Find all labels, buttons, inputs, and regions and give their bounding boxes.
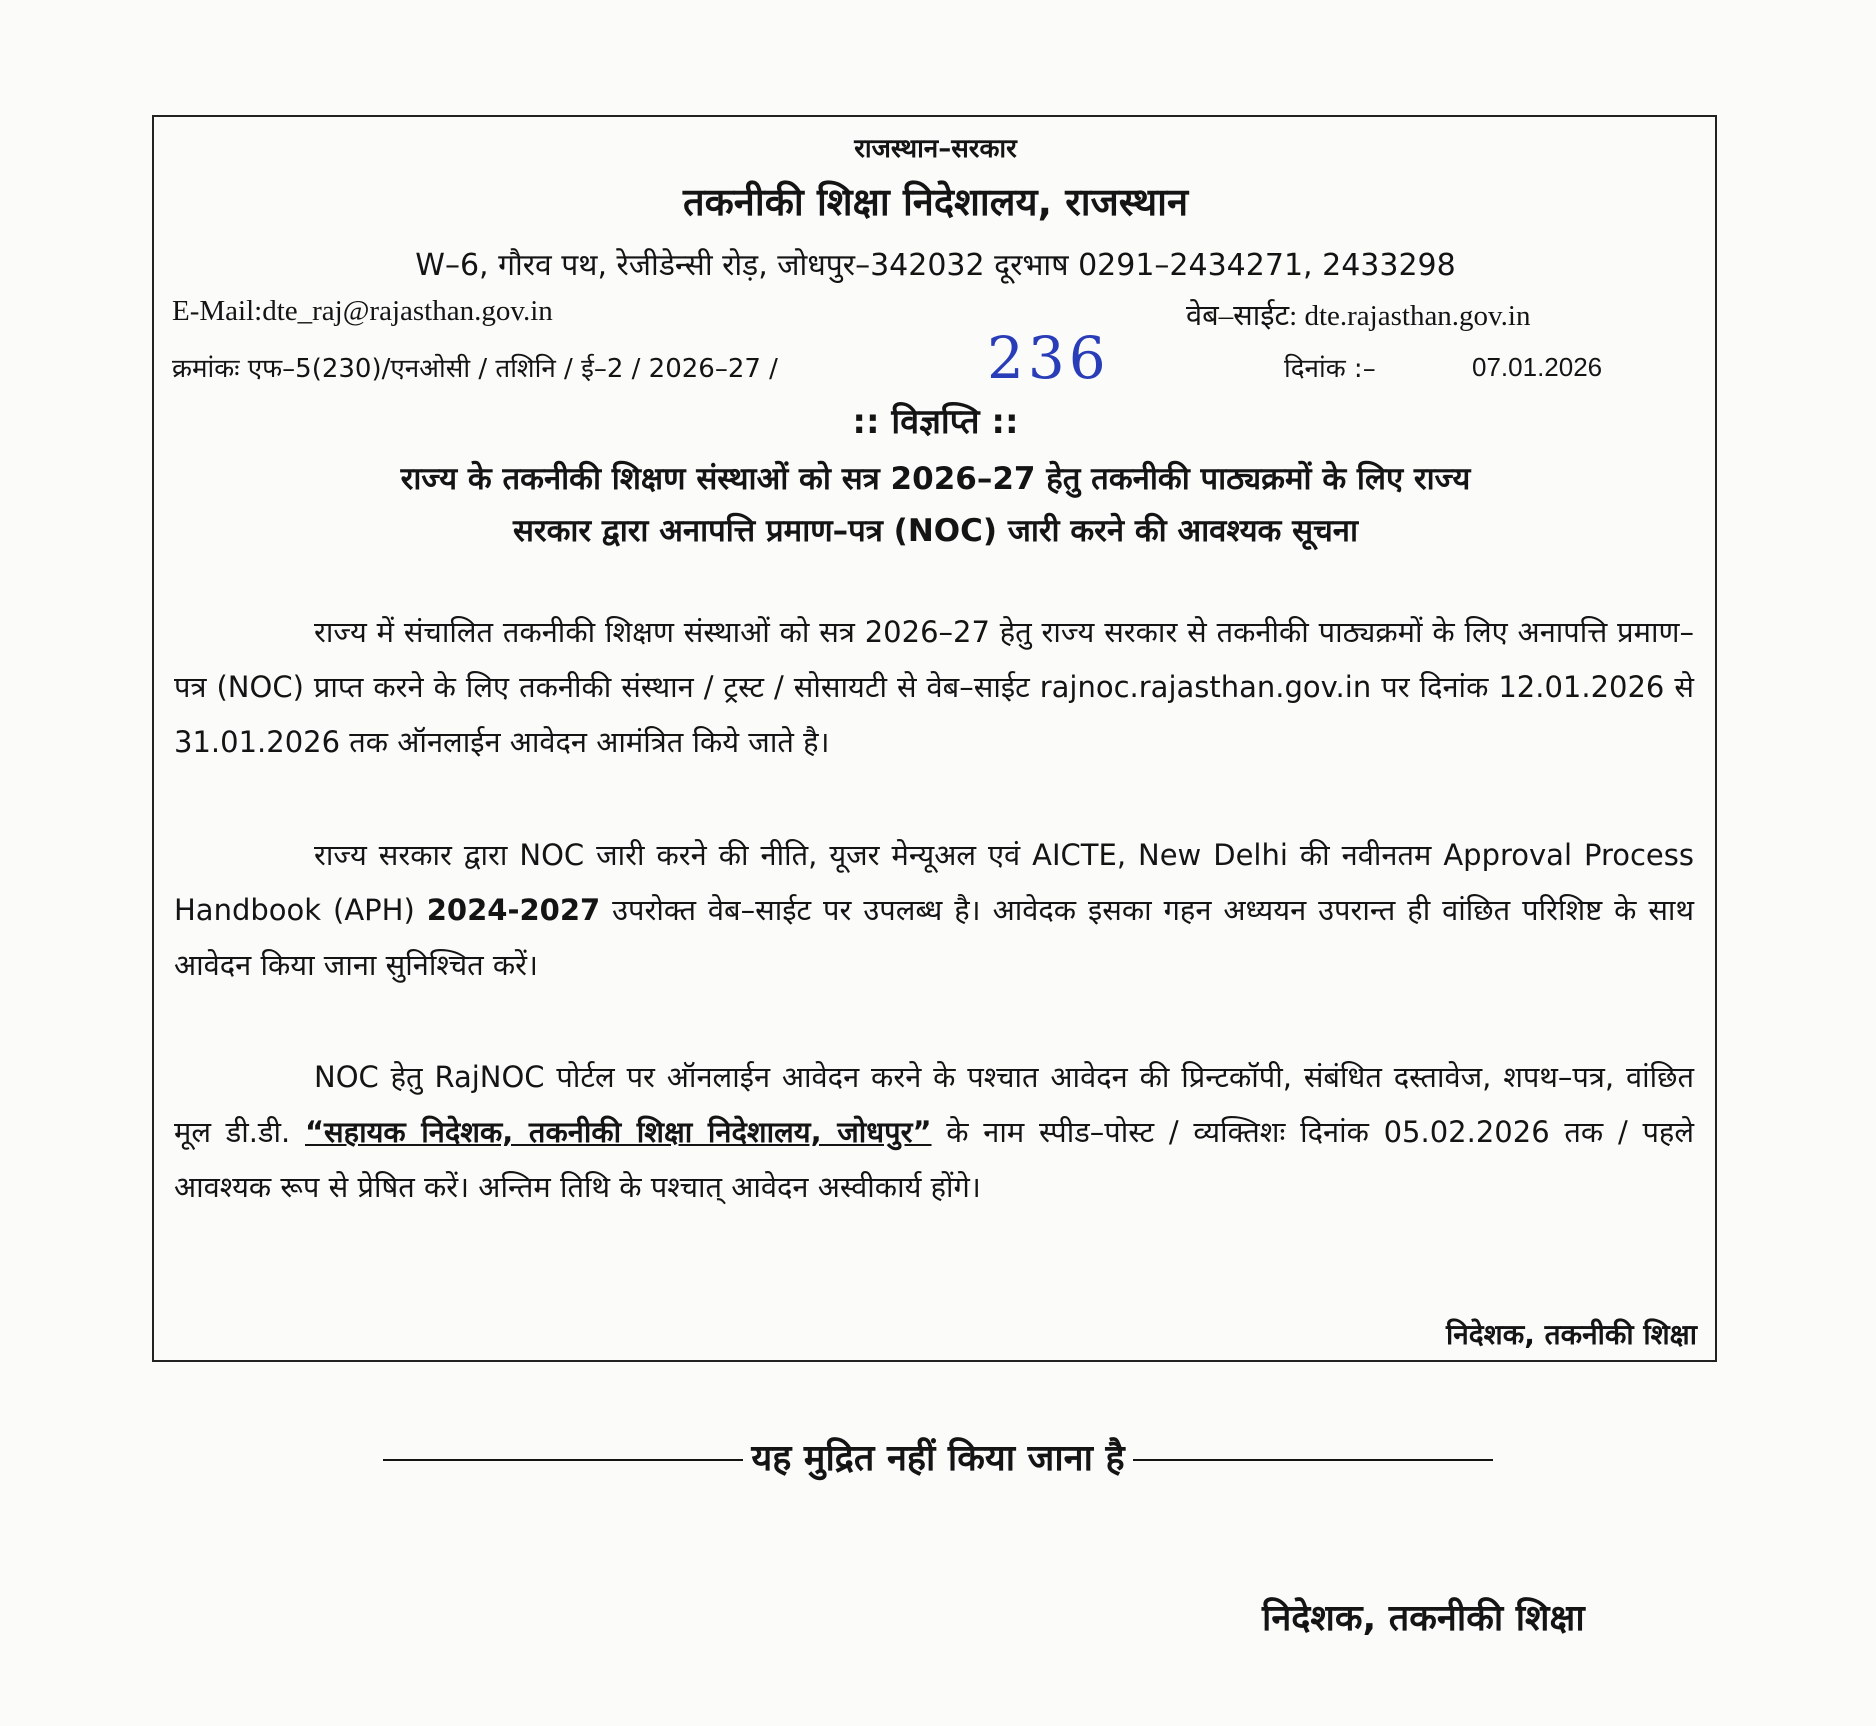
notice-box [152, 115, 1717, 1362]
address-line: W–6, गौरव पथ, रेजीडेन्सी रोड़, जोधपुर–342032 दूरभाष 0291–2434271, 2433298 [415, 248, 1456, 283]
government-line: राजस्थान–सरकार [854, 134, 1017, 164]
director-signature-inner: निदेशक, तकनीकी शिक्षा [1446, 1318, 1697, 1351]
paragraph-3-text-a: NOC हेतु RajNOC पोर्टल पर ऑनलाईन आवेदन करने के पश्चात आवेदन की प्रिन्टकॉपी, संबंधित दस्तावेज, शपथ–पत्र, वांछित मूल डी.डी. [174, 1060, 1694, 1149]
website-line: वेब–साईट: dte.rajasthan.gov.in [1186, 300, 1531, 332]
left-rule [383, 1459, 743, 1461]
not-printed-text: यह मुद्रित नहीं किया जाना है [751, 1438, 1125, 1479]
email-line: E-Mail:dte_raj@rajasthan.gov.in [172, 295, 553, 327]
not-printed-note [0, 1432, 1876, 1481]
director-signature-bottom: निदेशक, तकनीकी शिक्षा [1262, 1598, 1585, 1639]
notice-heading: :: विज्ञप्ति :: [852, 402, 1019, 442]
handwritten-dispatch-number: 236 [987, 324, 1110, 392]
subject-line-2: सरकार द्वारा अनापत्ति प्रमाण–पत्र (NOC) जारी करने की आवश्यक सूचना [512, 513, 1359, 549]
right-rule [1133, 1459, 1493, 1461]
paragraph-2 [174, 828, 1694, 993]
date-label: दिनांक :– [1284, 354, 1376, 384]
paragraph-3 [174, 1050, 1694, 1215]
subject-line-1: राज्य के तकनीकी शिक्षण संस्थाओं को सत्र 2026–27 हेतु तकनीकी पाठ्यक्रमों के लिए राज्य [400, 461, 1471, 497]
paragraph-3-text-b: के नाम स्पीड–पोस्ट / व्यक्तिशः दिनांक 05.02.2026 तक / पहले आवश्यक रूप से प्रेषित करें। अन्तिम तिथि के पश्चात् आवेदन अस्वीकार्य होंगे। [174, 1115, 1694, 1204]
paragraph-2-text-b: उपरोक्त वेब–साईट पर उपलब्ध है। आवेदक इसका गहन अध्ययन उपरान्त ही वांछित परिशिष्ट के साथ आवेदन किया जाना सुनिश्चित करें। [174, 893, 1694, 982]
aph-years: 2024-2027 [426, 893, 601, 927]
department-title: तकनीकी शिक्षा निदेशालय, राजस्थान [682, 180, 1189, 224]
reference-number: क्रमांकः एफ–5(230)/एनओसी / तशिनि / ई–2 / 2026–27 / [172, 354, 778, 384]
paragraph-2-text-a: राज्य सरकार द्वारा NOC जारी करने की नीति, यूजर मेन्यूअल एवं AICTE, New Delhi की नवीनतम Approval Process Handbook (APH) [174, 838, 1694, 927]
date-value: 07.01.2026 [1472, 352, 1603, 382]
dd-payee-name: “सहायक निदेशक, तकनीकी शिक्षा निदेशालय, जोधपुर” [305, 1115, 932, 1149]
paragraph-1: राज्य में संचालित तकनीकी शिक्षण संस्थाओं को सत्र 2026–27 हेतु राज्य सरकार से तकनीकी पाठ्यक्रमों के लिए अनापत्ति प्रमाण–पत्र (NOC) प्राप्त करने के लिए तकनीकी संस्थान / ट्रस्ट / सोसायटी से वेब–साईट rajnoc.rajasthan.gov.in पर दिनांक 12.01.2026 से 31.01.2026 तक ऑनलाईन आवेदन आमंत्रित किये जाते है। [174, 615, 1694, 759]
